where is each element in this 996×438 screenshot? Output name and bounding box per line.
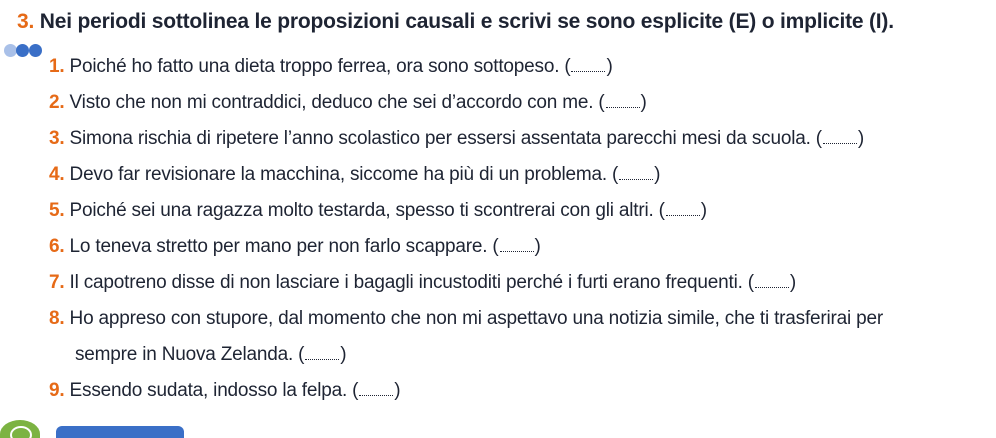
- item-close: ): [857, 128, 865, 149]
- item-close: ): [789, 272, 797, 293]
- item-close: ): [394, 380, 401, 401]
- answer-blank[interactable]: [359, 381, 393, 396]
- item-close: ): [700, 200, 707, 221]
- item-number: 1.: [49, 56, 65, 77]
- answer-blank[interactable]: [305, 345, 339, 360]
- list-item: [49, 128, 864, 150]
- list-item: [49, 164, 660, 186]
- cutoff-text-glyphs: [192, 421, 862, 438]
- difficulty-dot-icon: [16, 44, 29, 57]
- item-close: ): [654, 164, 661, 185]
- item-text: Essendo sudata, indosso la felpa. (: [69, 380, 359, 401]
- item-text: Poiché sei una ragazza molto testarda, spesso ti scontrerai con gli altri. (: [69, 200, 665, 221]
- list-item: [49, 236, 541, 258]
- list-item: [49, 92, 647, 114]
- item-number: 5.: [49, 200, 65, 221]
- item-text-continuation: sempre in Nuova Zelanda. (: [75, 344, 305, 365]
- list-item-continuation: [75, 344, 346, 366]
- item-number: 6.: [49, 236, 65, 257]
- answer-blank[interactable]: [606, 93, 640, 108]
- exercise-instruction: [17, 10, 894, 34]
- answer-blank[interactable]: [571, 57, 605, 72]
- item-number: 8.: [49, 308, 65, 329]
- item-text: Devo far revisionare la macchina, siccome ha più di un problema. (: [69, 164, 619, 185]
- exercise-instruction-text: Nei periodi sottolinea le proposizioni causali e scrivi se sono esplicite (E) o implicite (I).: [39, 10, 894, 33]
- item-number: 3.: [49, 128, 65, 149]
- item-number: 4.: [49, 164, 65, 185]
- exercise-badge: [56, 426, 184, 438]
- item-text: Lo teneva stretto per mano per non farlo scappare. (: [69, 236, 499, 257]
- item-text: Poiché ho fatto una dieta troppo ferrea, ora sono sottopeso. (: [69, 56, 571, 77]
- exercise-number: 3.: [17, 10, 35, 33]
- difficulty-dot-icon: [29, 44, 42, 57]
- item-number: 9.: [49, 380, 65, 401]
- item-text: Visto che non mi contraddici, deduco che sei d’accordo con me. (: [69, 92, 605, 113]
- list-item: [49, 272, 796, 294]
- list-item: [49, 56, 613, 78]
- item-text: Ho appreso con stupore, dal momento che non mi aspettavo una notizia simile, che ti trasferirai per: [69, 308, 884, 329]
- answer-blank[interactable]: [823, 129, 857, 144]
- item-text: Il capotreno disse di non lasciare i bagagli incustoditi perché i furti erano frequenti. (: [69, 272, 754, 293]
- item-close: ): [534, 236, 541, 257]
- cutoff-text-line: [192, 421, 862, 438]
- answer-blank[interactable]: [755, 273, 789, 288]
- list-item: [49, 380, 400, 402]
- leaf-icon: [0, 420, 40, 438]
- answer-blank[interactable]: [666, 201, 700, 216]
- item-text: Simona rischia di ripetere l’anno scolastico per essersi assentata parecchi mesi da scuola. (: [69, 128, 822, 149]
- answer-blank[interactable]: [500, 237, 534, 252]
- list-item: [49, 200, 707, 222]
- item-number: 7.: [49, 272, 65, 293]
- answer-blank[interactable]: [619, 165, 653, 180]
- item-close: ): [640, 92, 647, 113]
- item-number: 2.: [49, 92, 65, 113]
- item-close: ): [340, 344, 347, 365]
- next-exercise-cutoff: [0, 420, 996, 438]
- item-close: ): [606, 56, 613, 77]
- list-item: [49, 308, 883, 330]
- difficulty-dots-icon: [4, 44, 44, 58]
